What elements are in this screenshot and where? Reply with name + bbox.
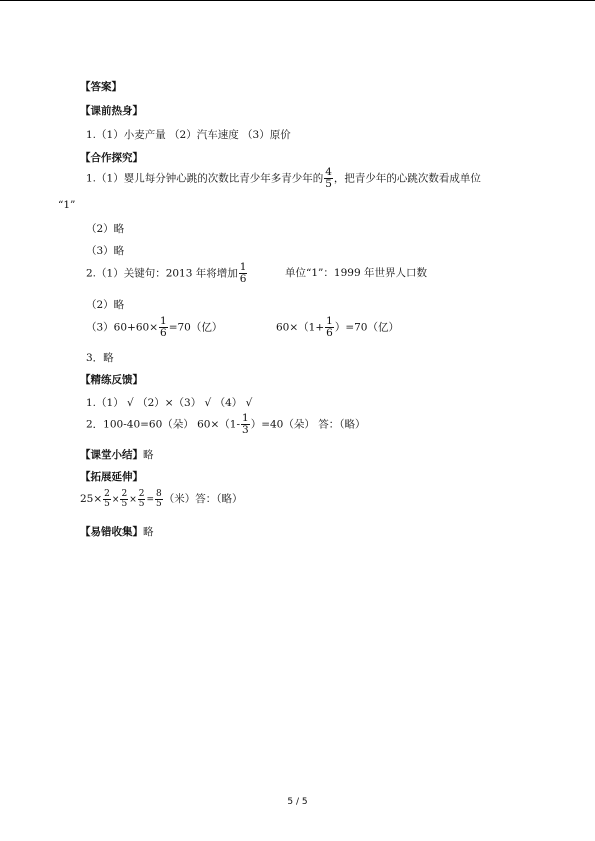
page-top-rule	[0, 0, 595, 1]
errors-text: 略	[143, 526, 154, 538]
explore-2-3-b: 60×（1+ $\frac{1}{6}$ ）=70（亿）	[276, 315, 399, 339]
explore-3: 3．略	[86, 352, 114, 364]
explore-1-1	[86, 167, 481, 190]
fraction: $\frac{2}{5}$	[104, 488, 110, 509]
fraction: $\frac{1}{6}$	[326, 315, 333, 339]
heading-explore: 【合作探究】	[80, 152, 143, 164]
explore-2-1	[86, 262, 248, 285]
heading-practice: 【精练反馈】	[80, 374, 143, 386]
explore-1-1-text: 1.（1）婴儿每分钟心跳的次数比青少年多青少年的	[86, 172, 324, 185]
summary-line	[80, 448, 154, 462]
explore-1-1-tail: ，把青少年的心跳次数看成单位	[333, 172, 481, 185]
fraction: $\frac{1}{6}$	[239, 261, 247, 285]
heading-answer: 【答案】	[80, 81, 122, 93]
explore-2-3-a: （3）60+60× $\frac{1}{6}$ =70（亿）	[86, 315, 223, 339]
explore-2-1-text: 2.（1）关键句：2013 年将增加	[86, 267, 238, 280]
summary-text: 略	[143, 449, 154, 461]
explore-1-2: （2）略	[86, 223, 125, 235]
heading-warmup: 【课前热身】	[80, 105, 143, 117]
errors-line	[80, 525, 154, 539]
heading-summary: 【课堂小结】	[80, 449, 143, 461]
extend-formula: 25× $\frac{2}{5}$ × $\frac{2}{5}$ × $\frac{2}{5}$ = $\frac{8}{5}$ （米）答：（略）	[80, 488, 243, 509]
fraction: $\frac{2}{5}$	[121, 488, 128, 509]
explore-2-2: （2）略	[86, 299, 125, 311]
explore-1-1-cont: “1”	[58, 199, 76, 211]
fraction: $\frac{1}{3}$	[242, 412, 249, 436]
fraction: $\frac{1}{6}$	[160, 315, 167, 339]
explore-2-1-unit: 单位“1”：1999 年世界人口数	[285, 267, 427, 279]
explore-1-3: （3）略	[86, 245, 125, 257]
warmup-line: 1.（1）小麦产量 （2）汽车速度 （3）原价	[86, 129, 291, 141]
fraction: $\frac{2}{5}$	[138, 488, 145, 509]
practice-2: 2．100-40=60（朵） 60×（1- $\frac{1}{3}$ ）=40（朵） 答：（略）	[86, 412, 366, 436]
heading-extend: 【拓展延伸】	[80, 471, 143, 483]
practice-1: 1.（1） √ （2）×（3） √ （4） √	[86, 397, 253, 409]
heading-errors: 【易错收集】	[80, 526, 143, 538]
fraction: $\frac{8}{5}$	[156, 488, 162, 509]
page-number: 5 / 5	[287, 797, 308, 807]
fraction: $\frac{4}{5}$	[325, 166, 332, 190]
